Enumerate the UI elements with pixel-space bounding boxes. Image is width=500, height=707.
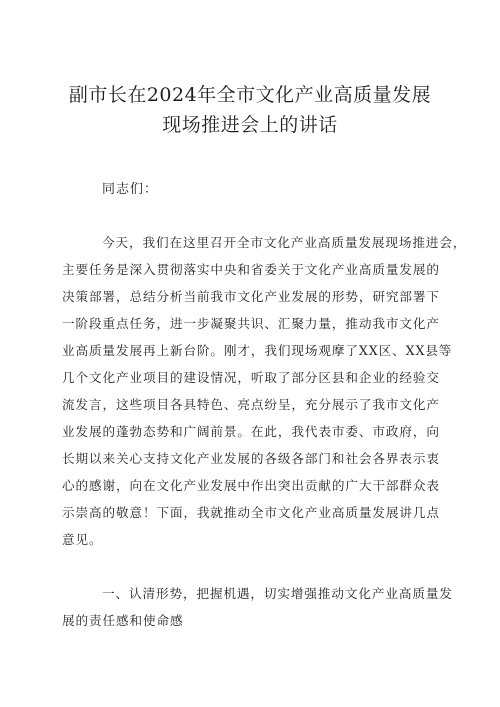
paragraph-line: 几个文化产业项目的建设情况，听取了部分区县和企业的经验交: [62, 370, 440, 385]
salutation: 同志们：: [102, 182, 159, 197]
section-heading-line: 展的责任感和使命感: [62, 613, 184, 628]
paragraph-line: 决策部署，总结分析当前我市文化产业发展的形势，研究部署下: [62, 289, 440, 304]
paragraph-line: 意见。: [62, 532, 103, 547]
paragraph-line: 主要任务是深入贯彻落实中央和省委关于文化产业高质量发展的: [62, 262, 440, 277]
paragraph-line: 今天，我们在这里召开全市文化产业高质量发展现场推进会，: [102, 235, 467, 250]
document-title-line-2: 现场推进会上的讲话: [162, 114, 338, 136]
document-title-line-1: 副市长在2024年全市文化产业高质量发展: [68, 84, 432, 106]
paragraph-line: 业高质量发展再上新台阶。刚才，我们现场观摩了XX区、XX县等: [62, 343, 453, 358]
paragraph-line: 一阶段重点任务，进一步凝聚共识、汇聚力量，推动我市文化产: [62, 316, 440, 331]
section-heading-line: 一、认清形势，把握机遇，切实增强推动文化产业高质量发: [102, 586, 453, 601]
paragraph-line: 流发言，这些项目各具特色、亮点纷呈，充分展示了我市文化产: [62, 397, 440, 412]
paragraph-line: 示崇高的敬意！下面，我就推动全市文化产业高质量发展讲几点: [62, 505, 440, 520]
paragraph-line: 长期以来关心支持文化产业发展的各级各部门和社会各界表示衷: [62, 451, 440, 466]
paragraph-line: 业发展的蓬勃态势和广阔前景。在此，我代表市委、市政府，向: [62, 424, 440, 439]
paragraph-line: 心的感谢，向在文化产业发展中作出突出贡献的广大干部群众表: [62, 478, 440, 493]
